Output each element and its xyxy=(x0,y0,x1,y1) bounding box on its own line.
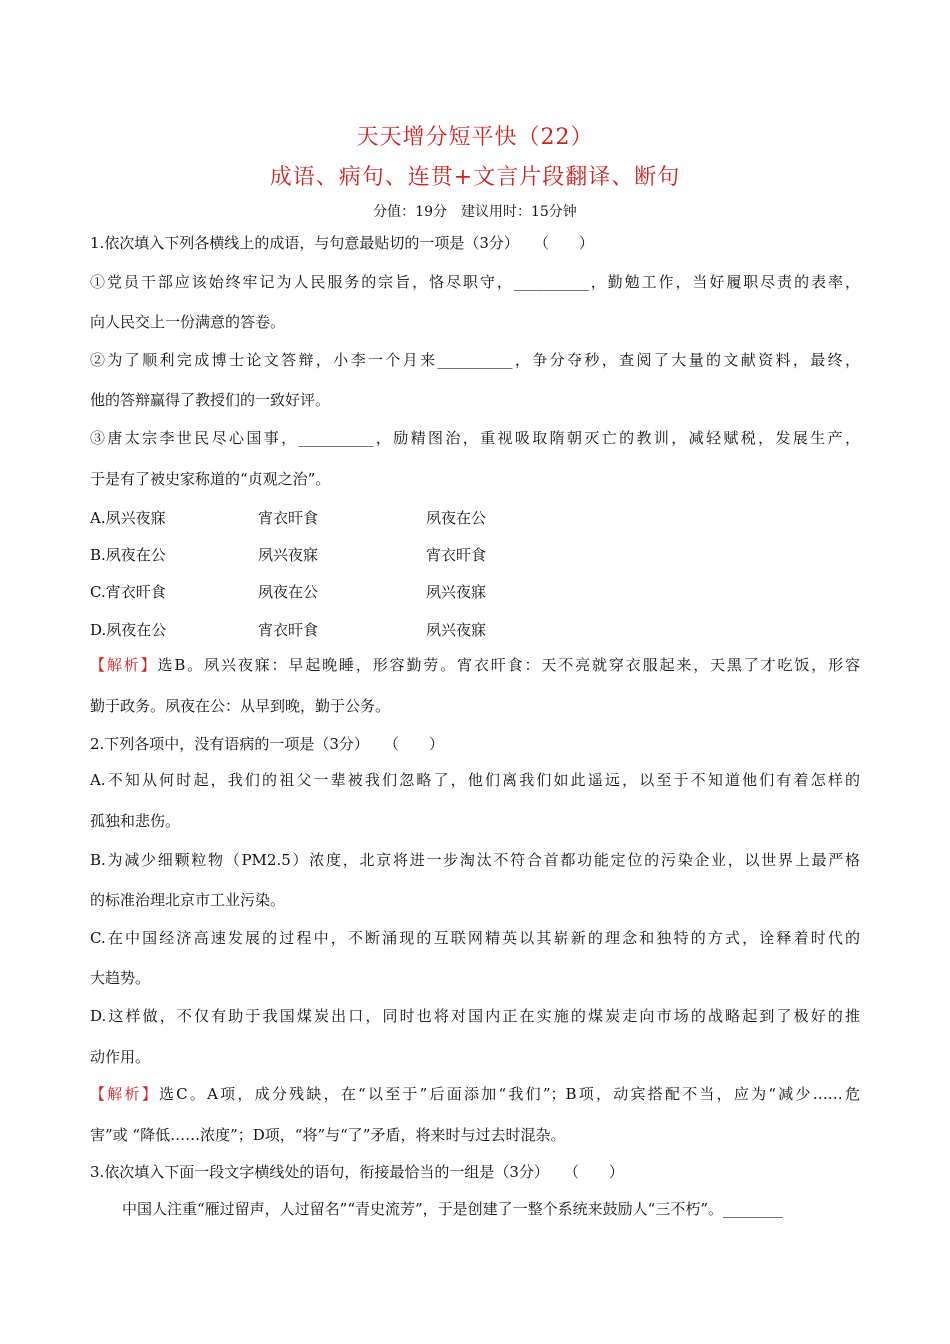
q1-option-a-2: 宵衣旰食 xyxy=(258,509,319,527)
q3-passage: 中国人注重“雁过留声，人过留名”“青史流芳”，于是创建了一整个系统来鼓励人“三不朽”。________ xyxy=(122,1200,784,1218)
q2-analysis-cont: 害”或 “降低……浓度”；D项，“将”与“了”矛盾，将来时与过去时混杂。 xyxy=(90,1126,566,1144)
q1-analysis xyxy=(90,655,860,675)
q1-option-b-2: 夙兴夜寐 xyxy=(258,546,319,564)
worksheet-subtitle: 成语、病句、连贯+文言片段翻译、断句 xyxy=(269,165,681,190)
q3-stem: 3.依次填入下面一段文字横线处的语句，衔接最恰当的一组是（3分） （ ） xyxy=(90,1163,624,1181)
q2-analysis xyxy=(90,1084,860,1104)
q1-analysis-text: 选B。夙兴夜寐：早起晚睡，形容勤劳。宵衣旰食：天不亮就穿衣服起来，天黑了才吃饭，形容 xyxy=(157,656,860,674)
worksheet-title: 天天增分短平快（22） xyxy=(356,125,594,150)
q2-option-d: D.这样做，不仅有助于我国煤炭出口，同时也将对国内正在实施的煤炭走向市场的战略起到了极好的推 xyxy=(90,1007,860,1025)
q1-option-d-3: 夙兴夜寐 xyxy=(426,621,487,639)
q2-option-d-cont: 动作用。 xyxy=(90,1048,151,1066)
q1-option-b-3: 宵衣旰食 xyxy=(426,546,487,564)
q2-analysis-text: 选C。A项，成分残缺，在“以至于”后面添加“我们”；B项，动宾搭配不当，应为“减少……危 xyxy=(158,1085,860,1103)
q2-stem: 2.下列各项中，没有语病的一项是（3分） （ ） xyxy=(90,735,444,753)
q1-sentence-1-cont: 向人民交上一份满意的答卷。 xyxy=(90,313,286,331)
analysis-tag: 【解析】 xyxy=(90,656,158,674)
q1-sentence-1: ①党员干部应该始终牢记为人民服务的宗旨，恪尽职守，__________，勤勉工作，当好履职尽责的表率， xyxy=(90,273,860,291)
q1-sentence-3-cont: 于是有了被史家称道的“贞观之治”。 xyxy=(90,470,331,488)
q1-option-a-3: 夙夜在公 xyxy=(426,509,487,527)
q1-option-d: D.夙夜在公 xyxy=(90,621,167,639)
q1-option-c-3: 夙兴夜寐 xyxy=(426,583,487,601)
q1-option-b: B.夙夜在公 xyxy=(90,546,166,564)
q1-sentence-2: ②为了顺利完成博士论文答辩，小李一个月来__________，争分夺秒，查阅了大量的文献资料，最终， xyxy=(90,351,860,369)
q2-option-b-cont: 的标准治理北京市工业污染。 xyxy=(90,891,286,909)
analysis-tag: 【解析】 xyxy=(90,1085,159,1103)
q1-option-d-2: 宵衣旰食 xyxy=(258,621,319,639)
q2-option-c-cont: 大趋势。 xyxy=(90,969,151,987)
q1-sentence-3: ③唐太宗李世民尽心国事，__________，励精图治，重视吸取隋朝灭亡的教训，减轻赋税，发展生产， xyxy=(90,429,860,447)
q1-option-a: A.夙兴夜寐 xyxy=(90,509,166,527)
q2-option-a-cont: 孤独和悲伤。 xyxy=(90,812,181,830)
q2-option-a: A.不知从何时起，我们的祖父一辈被我们忽略了，他们离我们如此遥远，以至于不知道他们有着怎样的 xyxy=(90,771,860,789)
score-and-time: 分值：19分 建议用时：15分钟 xyxy=(373,204,577,220)
q2-option-b: B.为减少细颗粒物（PM2.5）浓度，北京将进一步淘汰不符合首都功能定位的污染企业，以世界上最严格 xyxy=(90,851,860,869)
q1-sentence-2-cont: 他的答辩赢得了教授们的一致好评。 xyxy=(90,391,331,409)
q2-option-c: C.在中国经济高速发展的过程中，不断涌现的互联网精英以其崭新的理念和独特的方式，诠释着时代的 xyxy=(90,929,860,947)
q1-analysis-cont: 勤于政务。夙夜在公：从早到晚，勤于公务。 xyxy=(90,697,391,715)
q1-option-c-2: 夙夜在公 xyxy=(258,583,319,601)
q1-option-c: C.宵衣旰食 xyxy=(90,583,166,601)
q1-stem: 1.依次填入下列各横线上的成语，与句意最贴切的一项是（3分） （ ） xyxy=(90,234,594,252)
